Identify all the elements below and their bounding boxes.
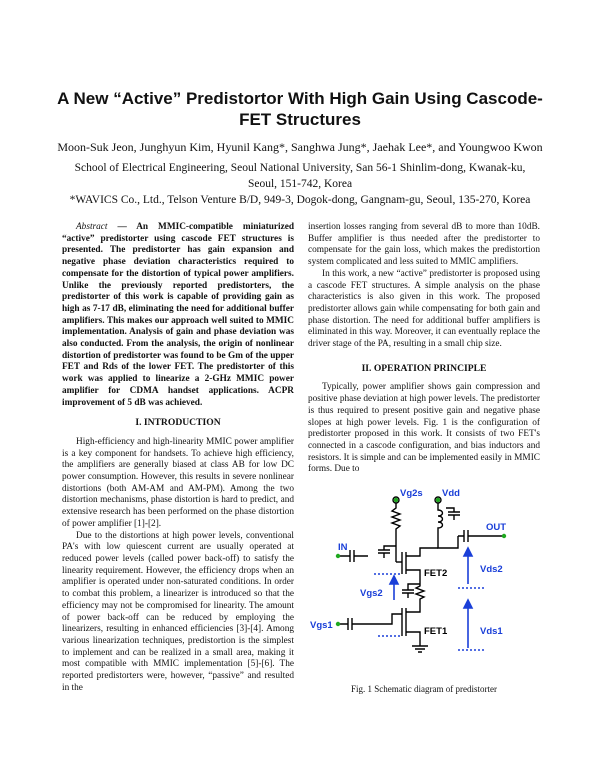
label-vds1: Vds1 [480, 626, 503, 638]
right-column [308, 222, 540, 696]
section-heading-introduction: I. INTRODUCTION [135, 417, 221, 429]
abstract [62, 222, 294, 409]
figure-1 [308, 484, 540, 680]
operation-paragraph-1: Typically, power amplifier shows gain compression and positive phase deviation at high power levels. The predistorter is thus required to present positive gain and negative phase slopes at high power levels. Fig. 1 is the configuration of predistorter proposed in this work. It consists of two FET's connected in a cascode configuration, and bias inductors and resistors. It is simple and can be implemented easily in MMIC forms. Due to [308, 382, 540, 475]
label-in: IN [338, 542, 348, 554]
intro-paragraph-3: insertion losses ranging from several dB to more than 10dB. Buffer amplifier is thus needed after the predistorter to compensate for the gain loss, which makes the predistortion system complicated and less suited to MMIC amplifiers. [308, 222, 540, 268]
label-vgs2: Vgs2 [360, 588, 383, 600]
abstract-text: — An MMIC-compatible miniaturized “active” predistorter using cascode FET structures is presented. The predistorter has gain expansion and negative phase deviation characteristics required to compensate for the distortion of typical power amplifiers. Unlike the previously reported predistorters, the predistorter of this work is capable of providing gain as high as 7-17 dB, eliminating the need for additional buffer amplifiers. This makes our approach well suited to MMIC implementation. Analysis of gain and phase deviation was also conducted. From the analysis, the origin of nonlinear distortion of predistorter was found to be Gm of the upper FET and Rds of the lower FET. The predistorter of this work was applied to linearize a 2-GHz MMIC power amplifier for CDMA handset applications. ACPR improvement of 5 dB was achieved. [62, 222, 294, 408]
label-vg2s: Vg2s [400, 488, 423, 500]
left-column [62, 222, 294, 694]
figure-caption: Fig. 1 Schematic diagram of predistorter [351, 684, 497, 695]
title-line-2: FET Structures [239, 110, 361, 129]
affiliations [50, 160, 550, 208]
section-heading-operation-principle: II. OPERATION PRINCIPLE [361, 362, 487, 374]
affiliation-2: *WAVICS Co., Ltd., Telson Venture B/D, 949-3, Dogok-dong, Gangnam-gu, Seoul, 135-270, Korea [69, 194, 531, 206]
label-vgs1: Vgs1 [310, 620, 333, 632]
title-line-1: A New “Active” Predistortor With High Gain Using Cascode- [57, 89, 543, 108]
intro-paragraph-1: High-efficiency and high-linearity MMIC power amplifier is a key component for handsets. To achieve high efficiency, the amplifiers are generally biased at class AB for low DC power consumption. However, this results in severe nonlinear distortions (both AM-AM and AM-PM). Among the two distortion mechanisms, phase distortion is hard to predict, and extensive research has been performed on the phase distortion of power amplifier [1]-[2]. [62, 436, 294, 529]
drain-bias-inductor [438, 503, 443, 536]
affiliation-1-line-1: School of Electrical Engineering, Seoul National University, San 56-1 Shinlim-dong, Kwanak-ku, [74, 162, 526, 174]
intro-paragraph-2: Due to the distortions at high power levels, conventional PA's with low quiescent current are usually operated at reduced power levels (called power back-off) to satisfy the linearity requirement. However, the efficiency drops when an amplifier is operated under non-saturated conditions. In order to combat this problem, a linearizer is introduced so that the efficiency may not be compromised for linearity. The amount of power back-off can be reduced by employing the linearizers, resulting in enhanced efficiencies [3]-[4]. Among various linearization techniques, predistortion is the simplest to implement and can be realized in a small area, making it most compatible with MMIC implementation [5]-[6]. The reported predistorters were, however, “passive” and resulted in the [62, 530, 294, 693]
abstract-label: Abstract [76, 222, 108, 232]
affiliation-1-line-2: Seoul, 151-742, Korea [247, 178, 353, 190]
label-vds2: Vds2 [480, 564, 503, 576]
label-fet1: FET1 [424, 626, 448, 638]
gate-bias-resistor [392, 503, 400, 546]
paper-title [40, 88, 560, 130]
predistorter-schematic [308, 484, 540, 670]
label-fet2: FET2 [424, 568, 448, 580]
intro-paragraph-4: In this work, a new “active” predistorter is proposed using a cascode FET structures. A simple analysis on the phase characteristics is also given in this work. The proposed predistorter allows gain while compensating for both gain and phase distortion. The need for additional buffer amplifiers is eliminated in this way. Moreover, it can eventually replace the driver stage of the PA, resulting in a small chip size. [308, 268, 540, 350]
author-list: Moon-Suk Jeon, Junghyun Kim, Hyunil Kang*, Sanghwa Jung*, Jaehak Lee*, and Youngwoo Kwon [57, 140, 543, 154]
label-vdd: Vdd [442, 488, 460, 500]
label-out: OUT [486, 522, 507, 534]
